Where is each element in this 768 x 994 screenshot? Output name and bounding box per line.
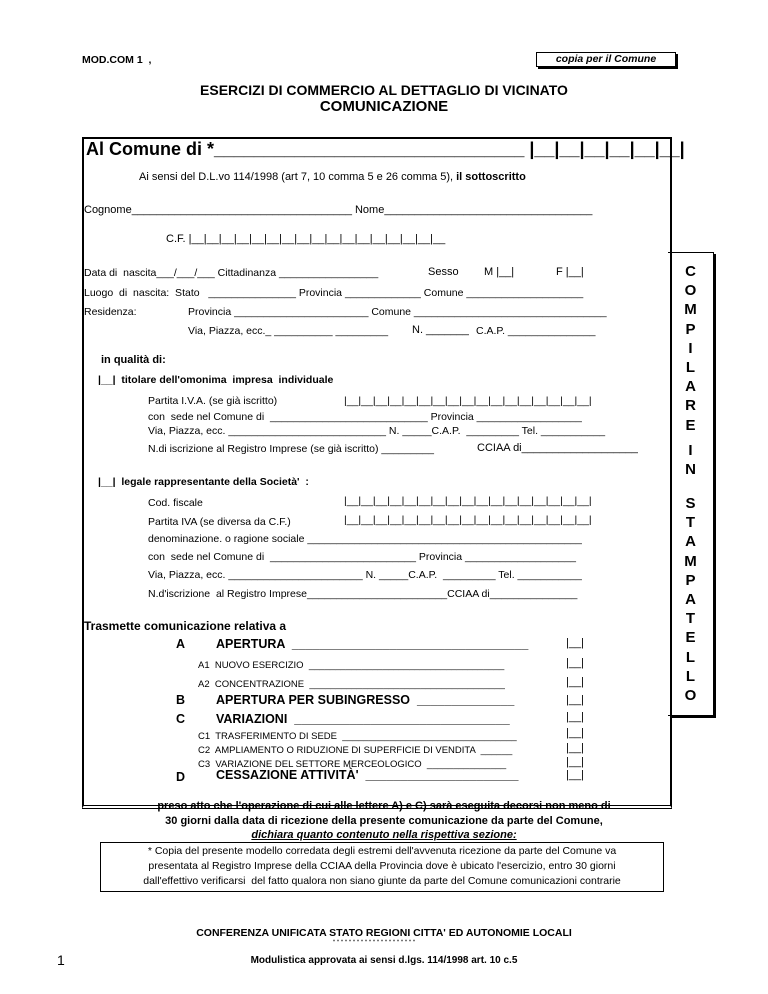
dotted-separator — [332, 939, 416, 942]
section-b-letter: B — [176, 693, 186, 707]
in-qualita-heading: in qualità di: — [101, 354, 166, 366]
cessazione-field[interactable]: CESSAZIONE ATTIVITÀ' ______________________ — [216, 768, 519, 782]
side-in: I N — [685, 442, 696, 479]
side-stampatello: S T A M P A T E L L O — [684, 495, 697, 705]
sesso-label: Sesso — [428, 266, 459, 278]
sede-comune-field[interactable]: con sede nel Comune di ___________________________ Provincia __________________ — [148, 411, 582, 423]
societa-iscrizione-field[interactable]: N.d'iscrizione al Registro Imprese________________________CCIAA di_______________ — [148, 588, 578, 600]
c2-checkbox[interactable]: |__| — [566, 742, 584, 754]
section-d-letter: D — [176, 770, 186, 784]
residenza-numero-field[interactable]: N. _______ — [412, 324, 469, 336]
subingresso-field[interactable]: APERTURA PER SUBINGRESSO ______________ — [216, 693, 515, 707]
a1-checkbox[interactable]: |__| — [566, 657, 584, 669]
partita-iva-societa-label: Partita IVA (se diversa da C.F.) — [148, 516, 291, 528]
cf-field[interactable]: C.F. |__|__|__|__|__|__|__|__|__|__|__|__|__|__|__|__|__ — [166, 233, 446, 245]
c1-checkbox[interactable]: |__| — [566, 727, 584, 739]
apertura-checkbox[interactable]: |__| — [566, 637, 584, 649]
al-comune-field[interactable]: Al Comune di *_______________________________ |__|__|__|__|__|__| — [86, 139, 685, 159]
note-line2: presentata al Registro Imprese della CCIAA della Provincia dove è ubicato l'esercizio, entro 30 giorni — [148, 860, 616, 872]
cessazione-checkbox[interactable]: |__| — [566, 769, 584, 781]
luogo-nascita-field[interactable]: Luogo di nascita: Stato _______________ Provincia _____________ Comune ____________________ — [84, 287, 584, 299]
sesso-f-checkbox[interactable]: F |__| — [556, 266, 584, 278]
preso-atto-line2: 30 giorni dalla data di ricezione della presente comunicazione da parte del Comune, — [165, 815, 603, 827]
sede-via-field[interactable]: Via, Piazza, ecc. ___________________________ N. _____C.A.P. _________ Tel. ___________ — [148, 425, 606, 437]
dichiara-line: dichiara quanto contenuto nella rispettiva sezione: — [251, 829, 517, 841]
cognome-nome-field[interactable]: Cognome____________________________________ Nome__________________________________ — [84, 204, 593, 216]
modulistica-label: Modulistica approvata ai sensi d.lgs. 114/1998 art. 10 c.5 — [250, 955, 518, 966]
c2-field[interactable]: C2 AMPLIAMENTO O RIDUZIONE DI SUPERFICIE DI VENDITA ______ — [198, 745, 513, 756]
section-c-letter: C — [176, 712, 186, 726]
residenza-provincia-field[interactable]: Provincia _______________________ Comune _________________________________ — [188, 306, 607, 318]
a2-field[interactable]: A2 CONCENTRAZIONE _____________________________________ — [198, 679, 505, 690]
ai-sensi-text: Ai sensi del D.L.vo 114/1998 (art 7, 10 comma 5 e 26 comma 5), il sottoscritto — [139, 171, 526, 183]
page-number: 1 — [57, 952, 65, 968]
residenza-cap-field[interactable]: C.A.P. _______________ — [476, 325, 596, 337]
partita-iva-societa-boxes[interactable]: |__|__|__|__|__|__|__|__|__|__|__|__|__|__|__|__|__| — [344, 514, 592, 526]
societa-sede-field[interactable]: con sede nel Comune di _________________________ Provincia ___________________ — [148, 551, 576, 563]
cod-fiscale-label: Cod. fiscale — [148, 497, 203, 509]
cciaa-field[interactable]: CCIAA di___________________ — [477, 442, 638, 454]
partita-iva-boxes[interactable]: |__|__|__|__|__|__|__|__|__|__|__|__|__|__|__|__|__| — [344, 395, 592, 407]
a2-checkbox[interactable]: |__| — [566, 676, 584, 688]
c3-checkbox[interactable]: |__| — [566, 756, 584, 768]
title-line2: COMUNICAZIONE — [319, 98, 449, 115]
c1-field[interactable]: C1 TRASFERIMENTO DI SEDE _________________________________ — [198, 731, 517, 742]
n-iscrizione-field[interactable]: N.di iscrizione al Registro Imprese (se già iscritto) _________ — [148, 443, 434, 455]
preso-atto-line1: preso atto che l'operazione di cui alle lettere A) e C) sarà eseguita decorsi non meno di — [157, 800, 611, 812]
trasmette-heading: Trasmette comunicazione relativa a — [84, 619, 287, 633]
form-code: MOD.COM 1 , — [82, 54, 152, 66]
side-compilare: C O M P I L A R E — [684, 263, 697, 434]
titolare-checkbox[interactable]: |__| titolare dell'omonima impresa individuale — [98, 374, 334, 386]
copy-label: copia per il Comune — [536, 52, 676, 67]
subingresso-checkbox[interactable]: |__| — [566, 694, 584, 706]
denominazione-field[interactable]: denominazione. o ragione sociale _______________________________________________ — [148, 533, 582, 545]
title-line1: ESERCIZI DI COMMERCIO AL DETTAGLIO DI VICINATO — [200, 82, 568, 98]
partita-iva-label: Partita I.V.A. (se già iscritto) — [148, 395, 278, 407]
note-line1: * Copia del presente modello corredata degli estremi dell'avvenuta ricezione da parte del Comune va — [147, 845, 617, 857]
a1-field[interactable]: A1 NUOVO ESERCIZIO _____________________________________ — [198, 660, 505, 671]
residenza-via-field[interactable]: Via, Piazza, ecc._ __________ _________ — [188, 325, 389, 337]
societa-via-field[interactable]: Via, Piazza, ecc. _______________________ N. _____C.A.P. _________ Tel. ___________ — [148, 569, 582, 581]
section-a-letter: A — [176, 637, 186, 651]
residenza-label: Residenza: — [84, 306, 137, 318]
c3-field[interactable]: C3 VARIAZIONE DEL SETTORE MERCEOLOGICO _______________ — [198, 759, 507, 770]
conferenza-label: CONFERENZA UNIFICATA STATO REGIONI CITTA' ED AUTONOMIE LOCALI — [196, 927, 572, 939]
apertura-field[interactable]: APERTURA __________________________________ — [216, 637, 529, 651]
variazioni-field[interactable]: VARIAZIONI _______________________________ — [216, 712, 510, 726]
variazioni-checkbox[interactable]: |__| — [566, 711, 584, 723]
sesso-m-checkbox[interactable]: M |__| — [484, 266, 515, 278]
cod-fiscale-boxes[interactable]: |__|__|__|__|__|__|__|__|__|__|__|__|__|__|__|__|__| — [344, 495, 592, 507]
note-line3: dall'effettivo verificarsi del fatto qualora non siano giunte da parte del Comune comunicazioni contrarie — [143, 875, 621, 887]
data-nascita-field[interactable]: Data di nascita___/___/___ Cittadinanza _________________ — [84, 267, 379, 279]
legale-rappresentante-checkbox[interactable]: |__| legale rappresentante della Società' : — [98, 476, 309, 488]
